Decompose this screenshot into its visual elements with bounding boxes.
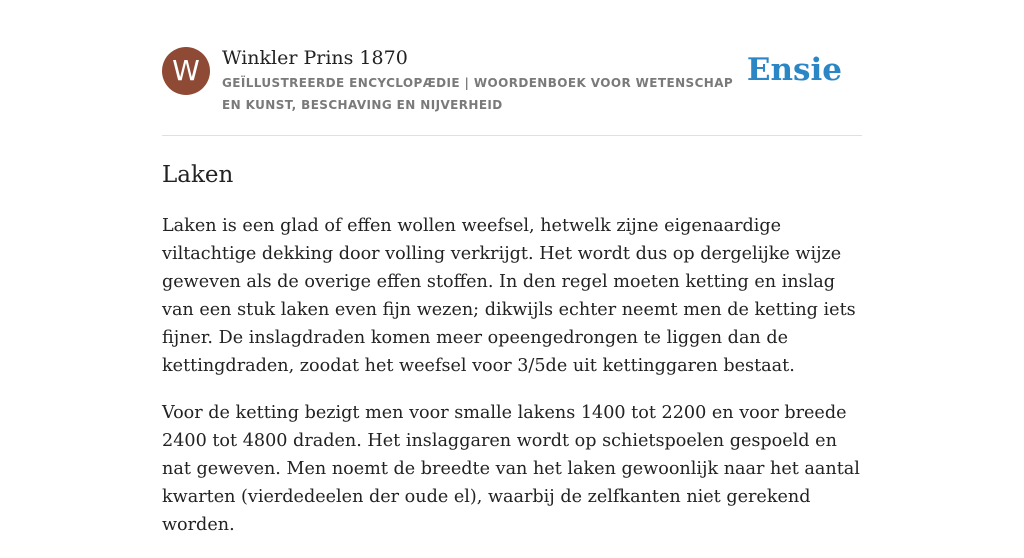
source-header (162, 44, 862, 136)
source-title[interactable]: Winkler Prins 1870 (222, 47, 408, 69)
article-paragraph-2: Voor de ketting bezigt men voor smalle lakens 1400 tot 2200 en voor breede 2400 tot 4800 draden. Het inslaggaren wordt op schietspoelen gespoeld en nat geweven. Men noemt de breedte van het laken gewoonlijk naar het aantal kwarten (vierdedeelen der oude el), waarbij de zelfkanten niet gerekend worden. (162, 403, 860, 535)
ensie-logo-link[interactable]: Ensie (746, 52, 842, 88)
source-avatar[interactable]: W (162, 47, 210, 95)
article-paragraph-1: Laken is een glad of effen wollen weefsel, hetwelk zijne eigenaardige viltachtige dekking door volling verkrijgt. Het wordt dus op dergelijke wijze geweven als de overige effen stoffen. In den regel moeten ketting en inslag van een stuk laken even fijn wezen; dikwijls echter neemt men de ketting iets fijner. De inslagdraden komen meer opeengedrongen te liggen dan de kettingdraden, zoodat het weefsel voor 3/5de uit kettinggaren bestaat. (162, 216, 856, 376)
article-body (162, 212, 868, 558)
header-divider (162, 135, 862, 136)
source-subtitle: GEÏLLUSTREERDE ENCYCLOPÆDIE | WOORDENBOEK VOOR WETENSCHAP EN KUNST, BESCHAVING EN NIJVERHEID (222, 76, 734, 112)
article-title: Laken (162, 162, 234, 188)
